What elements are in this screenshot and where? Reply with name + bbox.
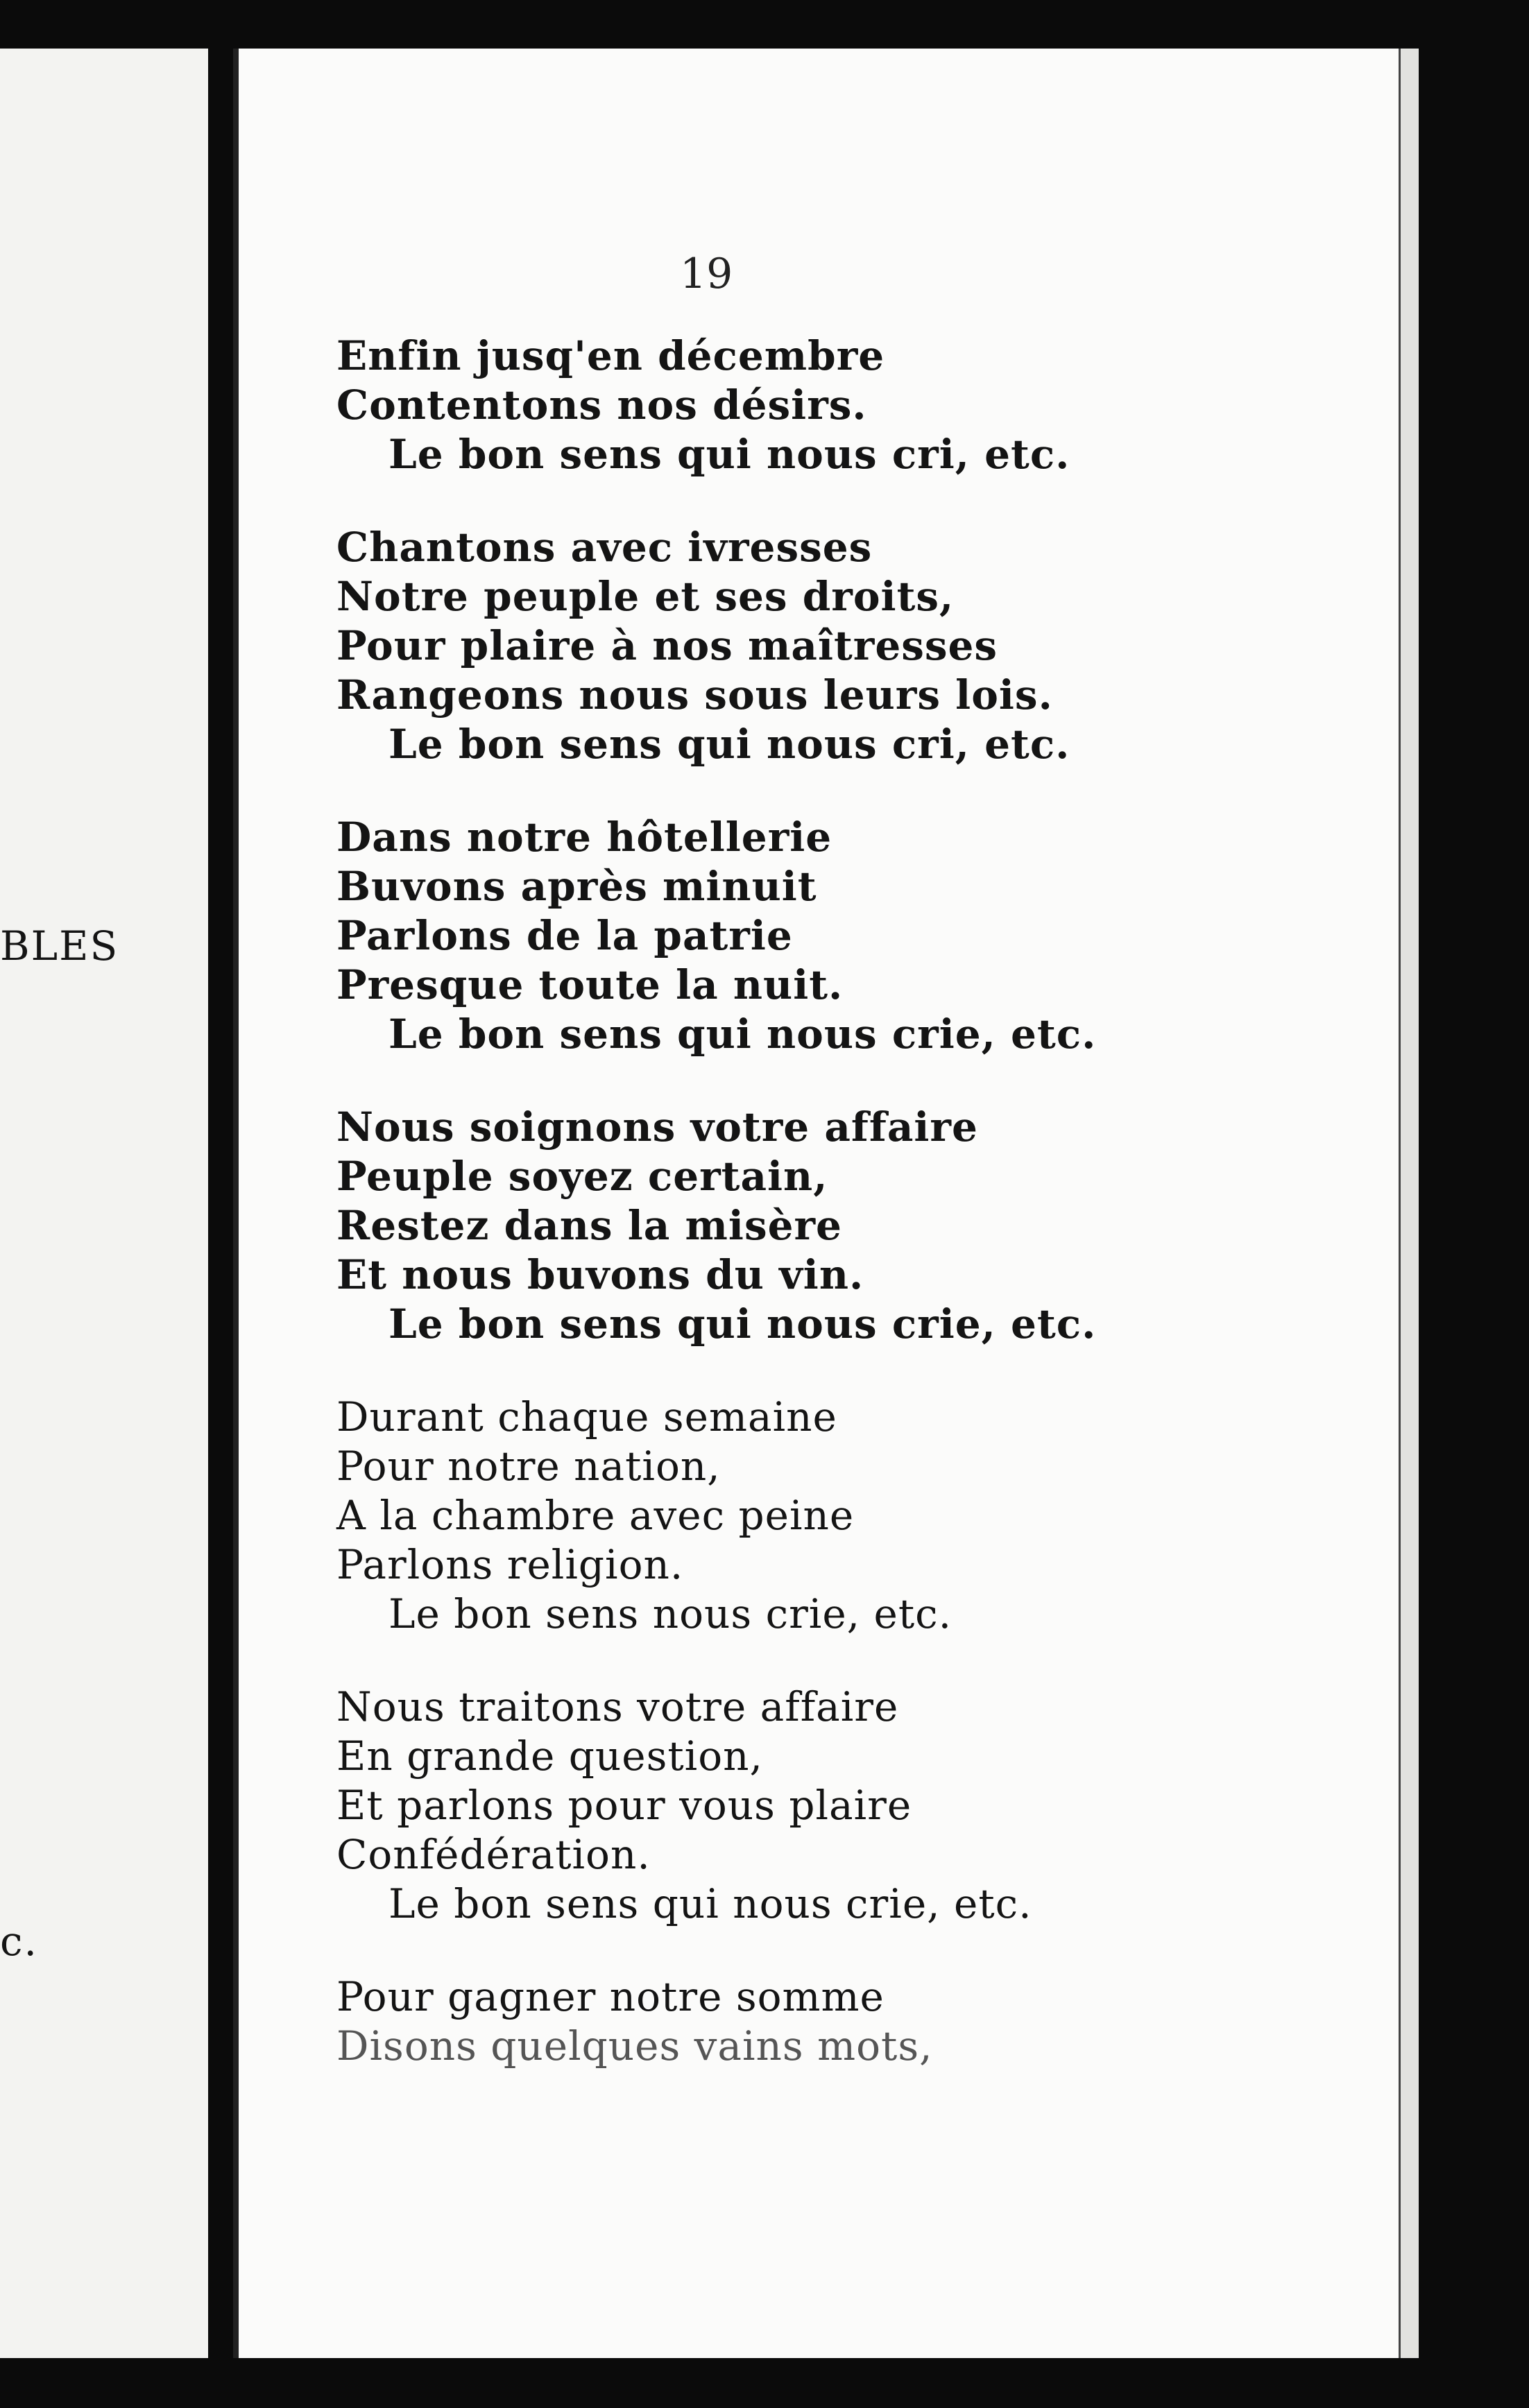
verse-line: Rangeons nous sous leurs lois.: [336, 671, 1053, 719]
right-page-edge: [1399, 49, 1419, 2358]
verse-line: Pour notre nation,: [336, 1443, 721, 1490]
stanza: [336, 1972, 1308, 2071]
refrain-line: Le bon sens qui nous crie, etc.: [388, 1300, 1097, 1348]
verse-line: En grande question,: [336, 1732, 763, 1780]
refrain-line: Le bon sens qui nous crie, etc.: [388, 1011, 1097, 1058]
verse-line: Buvons après minuit: [336, 863, 817, 910]
verse-line: Pour gagner notre somme: [336, 1973, 885, 2020]
verse-line: Durant chaque semaine: [336, 1393, 837, 1440]
verse-line: Parlons de la patrie: [336, 912, 793, 959]
verse-line: Peuple soyez certain,: [336, 1153, 828, 1200]
left-page-fragment-c: c.: [0, 1918, 38, 1965]
verse-line: Dans notre hôtellerie: [336, 814, 832, 861]
verse-line: Contentons nos désirs.: [336, 381, 867, 429]
stanza: [336, 813, 1308, 1059]
refrain-line: Le bon sens qui nous cri, etc.: [388, 431, 1070, 478]
verse-line: Presque toute la nuit.: [336, 961, 844, 1008]
verse-line: Restez dans la misère: [336, 1202, 842, 1249]
refrain-line: Le bon sens nous crie, etc.: [388, 1590, 953, 1637]
verse-line: Chantons avec ivresses: [336, 524, 873, 571]
stanza: [336, 1393, 1308, 1639]
stanza: [336, 523, 1308, 769]
verse-line: Pour plaire à nos maîtresses: [336, 622, 998, 669]
stanza: [336, 1103, 1308, 1349]
verse-line: A la chambre avec peine: [336, 1492, 855, 1539]
verse-line: Et parlons pour vous plaire: [336, 1782, 912, 1829]
refrain-line: Le bon sens qui nous crie, etc.: [388, 1880, 1032, 1927]
book-gutter: [0, 49, 208, 2358]
stanza: [336, 332, 1308, 479]
verse-line: Parlons religion.: [336, 1541, 684, 1588]
poem-body: [336, 332, 1308, 2115]
verse-line: Et nous buvons du vin.: [336, 1251, 864, 1298]
page-number: 19: [680, 250, 733, 298]
stanza: [336, 1683, 1308, 1929]
left-page-fragment-bles: BLES: [0, 922, 119, 970]
verse-line: Enfin jusq'en décembre: [336, 332, 885, 379]
verse-line: Nous soignons votre affaire: [336, 1103, 978, 1151]
verse-line: Confédération.: [336, 1831, 651, 1878]
refrain-line: Le bon sens qui nous cri, etc.: [388, 721, 1070, 768]
verse-line: Notre peuple et ses droits,: [336, 573, 955, 620]
verse-line: Disons quelques vains mots,: [336, 2022, 933, 2070]
verse-line: Nous traitons votre affaire: [336, 1683, 899, 1730]
